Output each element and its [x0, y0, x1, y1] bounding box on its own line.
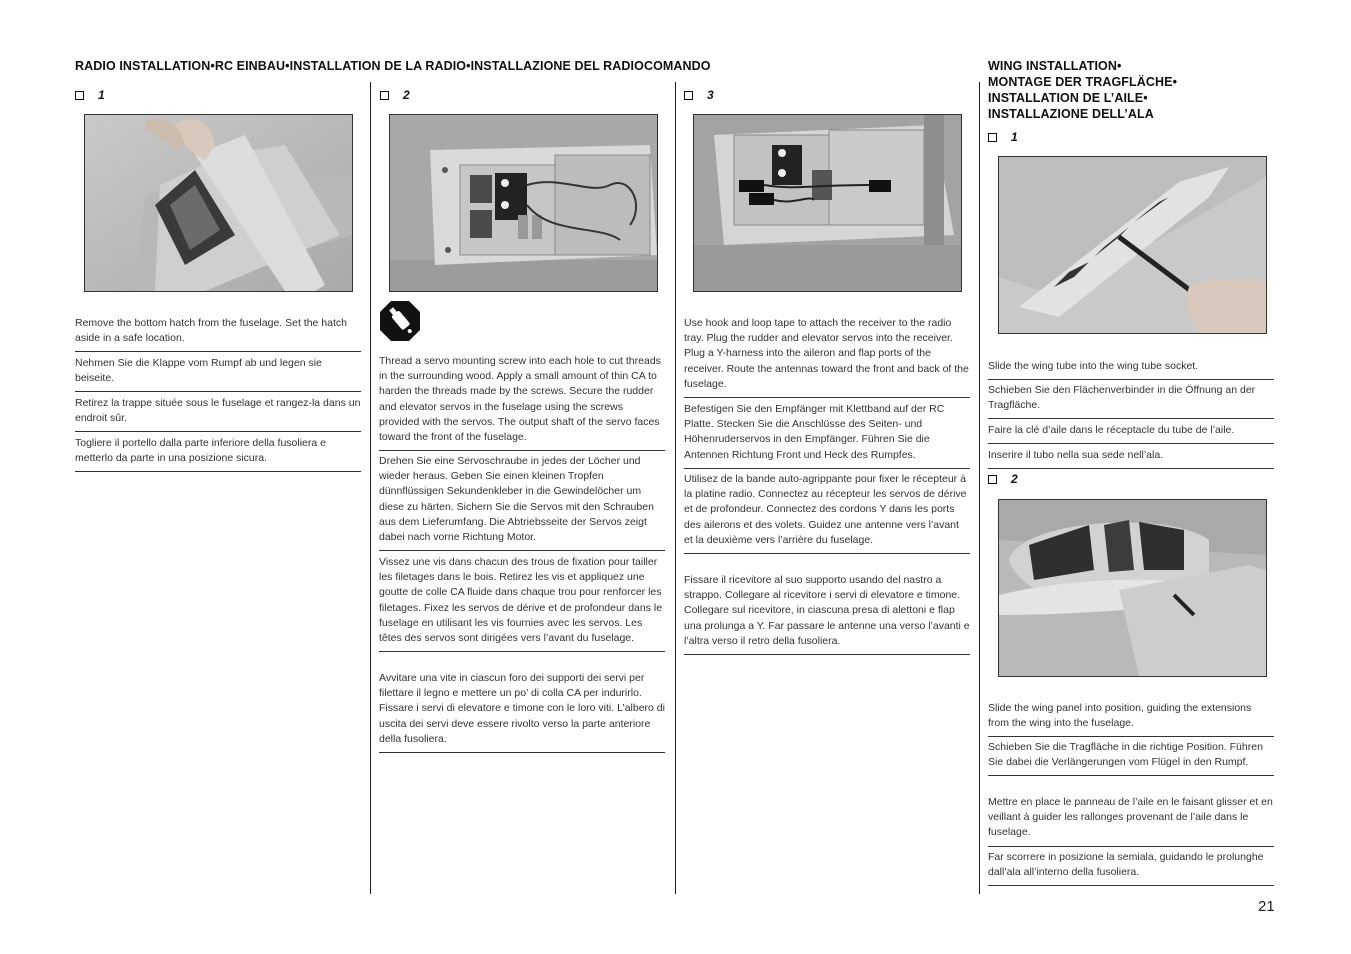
instruction-paragraph-it: Fissare il ricevitore al suo supporto usando del nastro a strappo. Collegare al ricevitore i servi di elevatore e timone. Collegare sul ricevitore, in ciascuna presa di alettoni e flap una prolunga a Y. Far passare le antenne una verso l’avanti e l’altra verso il retro della fusoliera.	[684, 573, 970, 655]
checkbox-icon	[988, 133, 997, 142]
step-number: 2	[1011, 472, 1018, 486]
wing-title-line: MONTAGE DER TRAGFLÄCHE•	[988, 75, 1178, 89]
instruction-paragraph-fr: Vissez une vis dans chacun des trous de fixation pour tailler les filetages dans le bois. Retirez les vis et appliquez une goutte de colle CA fluide dans chaque trou pour renforcer les filetages. Fixez les servos de dérive et de profondeur dans le fuselage en utilisant les vis fournies avec les servos. Les têtes des servos sont dirigées vers l’avant du fuselage.	[379, 555, 665, 652]
wing-title-line: INSTALLAZIONE DELL’ALA	[988, 107, 1154, 121]
ca-glue-bottle-icon	[379, 300, 421, 342]
instruction-paragraph-en: Slide the wing panel into position, guiding the extensions from the wing into the fuselage.	[988, 701, 1274, 737]
column-divider	[370, 82, 371, 894]
instruction-paragraph-fr: Retirez la trappe située sous le fuselage et rangez-la dans un endroit sûr.	[75, 396, 361, 432]
instruction-paragraph-fr: Mettre en place le panneau de l’aile en le faisant glisser et en veillant à guider les rallonges provenant de l’aile dans le fuselage.	[988, 795, 1274, 847]
wing-title-line: INSTALLATION DE L’AILE•	[988, 91, 1148, 105]
step-number: 1	[1011, 130, 1018, 144]
instruction-paragraph-fr: Faire la clé d’aile dans le réceptacle du tube de l’aile.	[988, 423, 1274, 444]
instruction-paragraph-fr: Utilisez de la bande auto-agrippante pour fixer le récepteur à la platine radio. Connectez au récepteur les servos de dérive et de profondeur. Connectez des cordons Y dans les ports des ailerons et des volets. Guidez une antenne vers l’avant et la deuxième vers l’arrière du fuselage.	[684, 472, 970, 554]
instruction-paragraph-en: Use hook and loop tape to attach the receiver to the radio tray. Plug the rudder and elevator servos into the receiver. Plug a Y-harness into the aileron and flap ports of the receiver. Route the antennas toward the front and back of the fuselage.	[684, 316, 970, 398]
step-label	[988, 130, 1018, 144]
step-label	[380, 88, 410, 102]
instruction-paragraph-de: Schieben Sie den Flächenverbinder in die Öffnung an der Tragfläche.	[988, 383, 1274, 419]
checkbox-icon	[380, 91, 389, 100]
instruction-paragraph-it: Avvitare una vite in ciascun foro dei supporti dei servi per filettare il legno e mettere un po’ di colla CA per indurirlo. Fissare i servi di elevatore e timone con le loro viti. L’albero di uscita dei servi deve essere rivolto verso la parte anteriore della fusoliera.	[379, 671, 665, 753]
instruction-paragraph-en: Slide the wing tube into the wing tube socket.	[988, 359, 1274, 380]
radio-section-title: RADIO INSTALLATION•RC EINBAU•INSTALLATION DE LA RADIO•INSTALLAZIONE DEL RADIOCOMANDO	[75, 59, 711, 73]
instruction-paragraph-it: Far scorrere in posizione la semiala, guidando le prolunghe dall’ala all’interno della fusoliera.	[988, 850, 1274, 886]
checkbox-icon	[75, 91, 84, 100]
instruction-paragraph-en: Remove the bottom hatch from the fuselage. Set the hatch aside in a safe location.	[75, 316, 361, 352]
column-divider	[979, 82, 980, 894]
photo-servo-tray	[389, 114, 658, 292]
photo-wing-tube	[998, 156, 1267, 334]
instruction-paragraph-de: Drehen Sie eine Servoschraube in jedes der Löcher und wieder heraus. Geben Sie einen kleinen Tropfen dünnflüssigen Sekundenkleber in die Gewindelöcher um diese zu härten. Sichern Sie die Servos mit den Schrauben aus dem Lieferumfang. Die Abtriebsseite der Servos zeigt dabei nach vorne Richtung Motor.	[379, 454, 665, 551]
instruction-paragraph-it: Togliere il portello dalla parte inferiore della fusoliera e metterlo da parte in una posizione sicura.	[75, 436, 361, 472]
step-label	[75, 88, 105, 102]
instruction-paragraph-de: Nehmen Sie die Klappe vom Rumpf ab und legen sie beiseite.	[75, 356, 361, 392]
step-number: 1	[98, 88, 105, 102]
instruction-paragraph-en: Thread a servo mounting screw into each hole to cut threads in the surrounding wood. Apply a small amount of thin CA to harden the threads made by the screws. Secure the rudder and elevator servos in the fuselage using the screws provided with the servos. The output shaft of the servo faces toward the front of the fuselage.	[379, 354, 665, 451]
wing-title-line: WING INSTALLATION•	[988, 59, 1122, 73]
step-number: 2	[403, 88, 410, 102]
step-number: 3	[707, 88, 714, 102]
column-divider	[675, 82, 676, 894]
instruction-paragraph-it: Inserire il tubo nella sua sede nell’ala.	[988, 448, 1274, 469]
page-number: 21	[1258, 898, 1275, 915]
instruction-paragraph-de: Befestigen Sie den Empfänger mit Klettband auf der RC Platte. Stecken Sie die Anschlüsse des Seiten- und Höhenruderservos in den Empfänger. Führen Sie die Antennen Richtung Front und Heck des Rumpfes.	[684, 402, 970, 469]
step-label	[684, 88, 714, 102]
photo-hatch-removal	[84, 114, 353, 292]
photo-receiver-install	[693, 114, 962, 292]
wing-section-title	[988, 58, 1177, 122]
photo-wing-panel	[998, 499, 1267, 677]
checkbox-icon	[988, 475, 997, 484]
instruction-paragraph-de: Schieben Sie die Tragfläche in die richtige Position. Führen Sie dabei die Verlängerungen vom Flügel in den Rumpf.	[988, 740, 1274, 776]
step-label	[988, 472, 1018, 486]
checkbox-icon	[684, 91, 693, 100]
